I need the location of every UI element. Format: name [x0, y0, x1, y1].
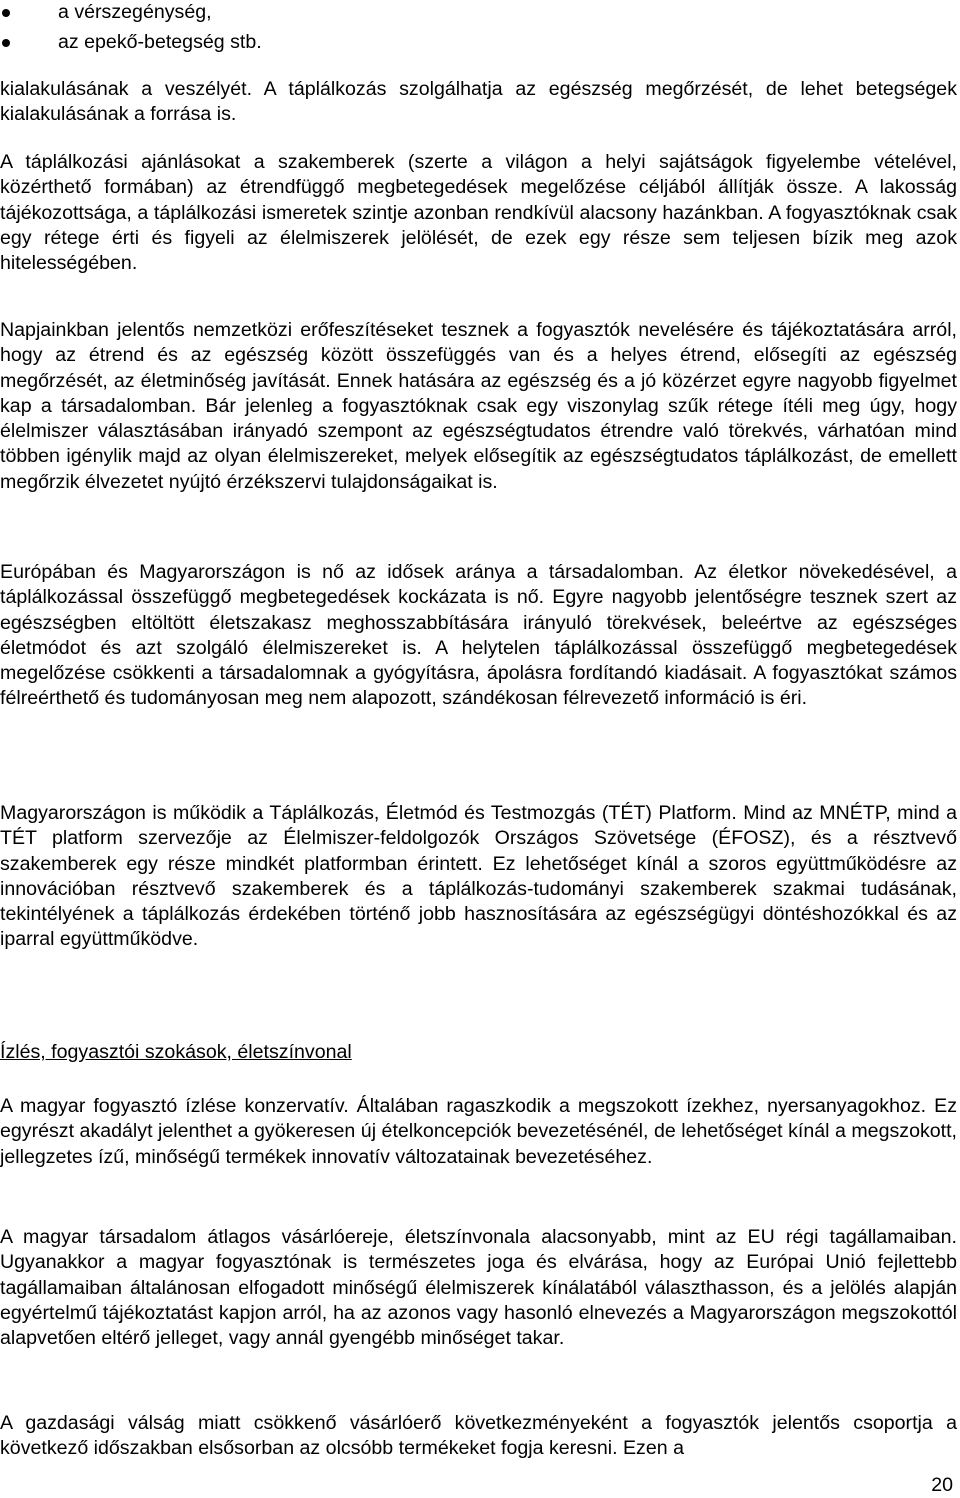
paragraph: Napjainkban jelentős nemzetközi erőfeszítéseket tesznek a fogyasztók nevelésére és tájékoztatására arról, hogy az étrend és az egészség között összefüggés van és a helyes étrend, elősegíti az egészség megőrzését, az életminőség javítását. Ennek hatására az egészség és a jó közérzet egyre nagyobb figyelmet kap a társadalomban. Bár jelenleg a fogyasztóknak csak egy viszonylag szűk rétege ítéli meg úgy, hogy élelmiszer választásában irányadó szempont az egészségtudatos étrendre való törekvés, várhatóan mind többen igénylik majd az olyan élelmiszereket, melyek elősegítik az egészségtudatos táplálkozást, de emellett megőrzik élvezetet nyújtó érzékszervi tulajdonságaikat is.	[0, 319, 957, 493]
bullet-icon	[2, 39, 10, 47]
bullet-icon	[2, 9, 10, 17]
list-item	[0, 0, 400, 30]
paragraph: A gazdasági válság miatt csökkenő vásárlóerő következményeként a fogyasztók jelentős csoportja a következő időszakban elsősorban az olcsóbb termékeket fogja keresni. Ezen a	[0, 1412, 957, 1460]
page-number: 20	[931, 1474, 953, 1496]
paragraph: kialakulásának a veszélyét. A táplálkozás szolgálhatja az egészség megőrzését, de lehet betegségek kialakulásának a forrása is.	[0, 78, 957, 126]
paragraph: Magyarországon is működik a Táplálkozás, Életmód és Testmozgás (TÉT) Platform. Mind az MNÉTP, mind a TÉT platform szervezője az Élelmiszer-feldolgozók Országos Szövetsége (ÉFOSZ), és a résztvevő szakemberek egy része mindkét platformban érintett. Ez lehetőséget kínál a szoros együttműködésre az innovációban résztvevő szakemberek és a táplálkozás-tudományi szakemberek szakmai tudásának, tekintélyének a táplálkozás érdekében történő jobb hasznosítására az egészségügyi döntéshozókkal és az iparral együttműködve.	[0, 802, 957, 951]
list-item-text: a vérszegénység,	[58, 1, 212, 23]
paragraph: Európában és Magyarországon is nő az idősek aránya a társadalomban. Az életkor növekedésével, a táplálkozással összefüggő megbetegedések kockázata is nő. Egyre nagyobb jelentőségre tesznek szert az egészségben eltöltött életszakasz meghosszabbítására irányuló törekvések, beleértve az egészséges életmódot és azt szolgáló élelmiszereket is. A helytelen táplálkozással összefüggő megbetegedések megelőzése csökkenti a társadalomnak a gyógyításra, ápolásra fordítandó kiadásait. A fogyasztókat számos félreérthető és tudományosan meg nem alapozott, szándékosan félrevezető információ is éri.	[0, 561, 957, 710]
paragraph: A táplálkozási ajánlásokat a szakemberek (szerte a világon a helyi sajátságok figyelembe vételével, közérthető formában) az étrendfüggő megbetegedések megelőzése céljából állítják össze. A lakosság tájékozottsága, a táplálkozási ismeretek szintje azonban rendkívül alacsony hazánkban. A fogyasztóknak csak egy rétege érti és figyeli az élelmiszerek jelölését, de ezek egy része sem teljesen bízik meg azok hitelességében.	[0, 151, 957, 275]
paragraph: A magyar társadalom átlagos vásárlóereje, életszínvonala alacsonyabb, mint az EU régi tagállamaiban. Ugyanakkor a magyar fogyasztónak is természetes joga és elvárása, hogy az Európai Unió fejlettebb tagállamaiban általánosan elfogadott minőségű élelmiszerek kínálatából választhasson, és a jelölés alapján egyértelmű tájékoztatást kapjon arról, ha az azonos vagy hasonló elnevezés a Magyarországon megszokottól alapvetően eltérő jelleget, vagy annál gyengébb minőséget takar.	[0, 1226, 957, 1350]
section-heading: Ízlés, fogyasztói szokások, életszínvonal	[0, 1041, 352, 1063]
list-item-text: az epekő-betegség stb.	[58, 31, 262, 53]
paragraph: A magyar fogyasztó ízlése konzervatív. Általában ragaszkodik a megszokott ízekhez, nyersanyagokhoz. Ez egyrészt akadályt jelenthet a gyökeresen új ételkoncepciók bevezetésénél, de lehetőséget kínál a megszokott, jellegzetes ízű, minőségű termékek innovatív változatainak bevezetéséhez.	[0, 1095, 957, 1168]
bullet-list	[0, 0, 400, 60]
list-item	[0, 30, 400, 60]
